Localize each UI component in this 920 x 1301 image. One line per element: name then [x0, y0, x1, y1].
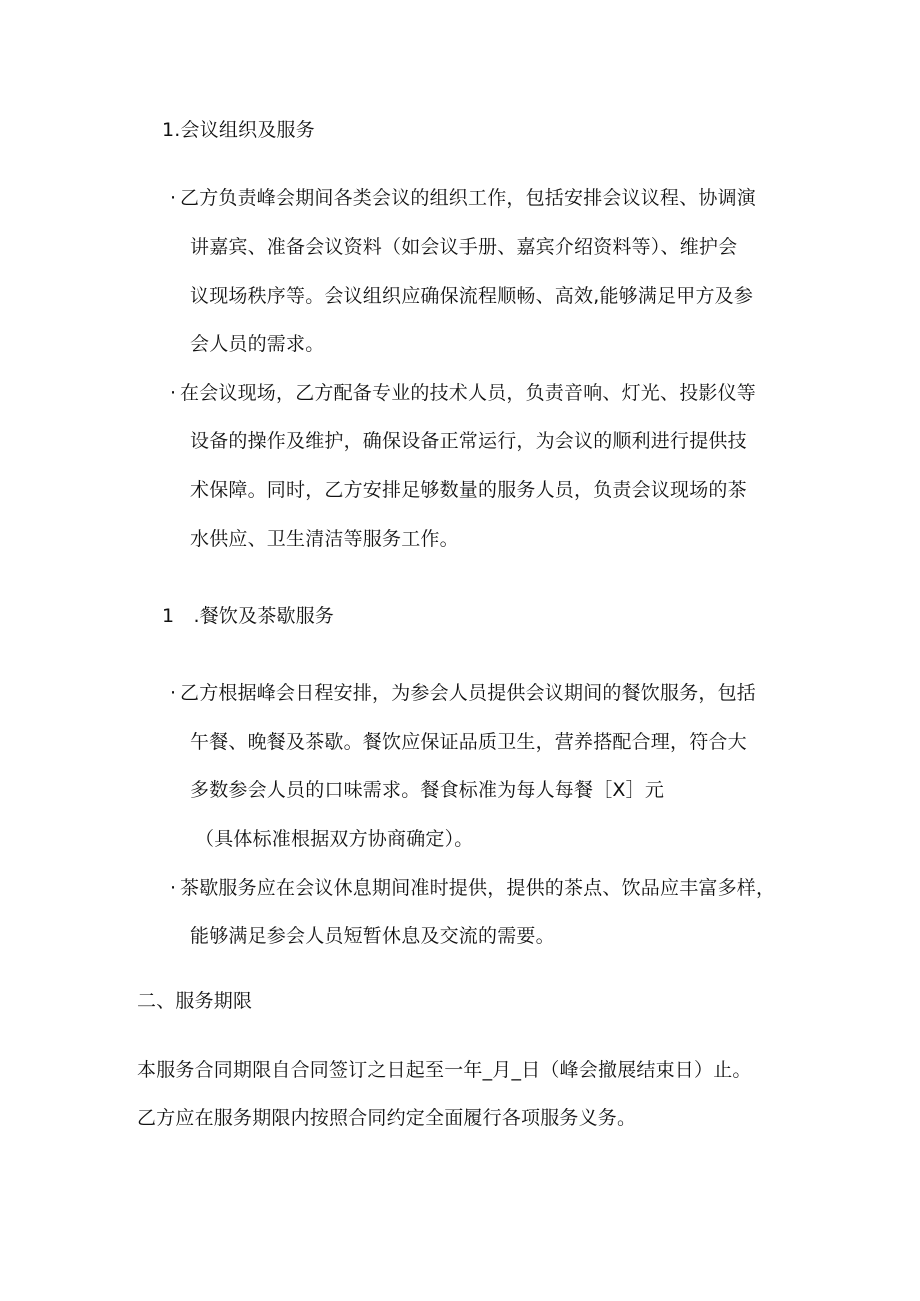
paragraph-line: 茶歇服务应在会议休息期间准时提供，提供的茶点、饮品应丰富多样， [180, 877, 776, 899]
bullet-marker: · [170, 877, 177, 899]
bullet-marker: · [170, 187, 177, 209]
paragraph-line: 议现场秩序等。会议组织应确保流程顺畅、高效,能够满足甲方及参 [190, 285, 754, 307]
paragraph-line: 在会议现场，乙方配备专业的技术人员，负责音响、灯光、投影仪等 [180, 382, 757, 404]
section-heading-meeting: 1.会议组织及服务 [162, 119, 315, 141]
bullet-marker: · [170, 682, 177, 704]
section-heading-catering: 1 .餐饮及茶歇服务 [162, 605, 335, 627]
paragraph-line: 乙方负责峰会期间各类会议的组织工作，包括安排会议议程、协调演 [180, 187, 757, 209]
section-heading-term: 二、服务期限 [137, 990, 253, 1012]
paragraph-line: 讲嘉宾、准备会议资料（如会议手册、嘉宾介绍资料等）、维护会 [190, 236, 738, 258]
paragraph-line: 会人员的需求。 [190, 333, 325, 355]
paragraph-line: 午餐、晚餐及茶歇。餐饮应保证品质卫生，营养搭配合理，符合大 [190, 731, 747, 753]
paragraph-line: 多数参会人员的口味需求。餐食标准为每人每餐［X］元 [190, 779, 665, 801]
paragraph-line: 设备的操作及维护，确保设备正常运行，为会议的顺利进行提供技 [190, 430, 747, 452]
paragraph-line: （具体标准根据双方协商确定）。 [195, 828, 474, 850]
paragraph-line: 本服务合同期限自合同签订之日起至一年_月_日（峰会撤展结束日）止。 [137, 1059, 752, 1081]
paragraph-line: 乙方应在服务期限内按照合同约定全面履行各项服务义务。 [137, 1107, 637, 1129]
paragraph-line: 水供应、卫生清洁等服务工作。 [190, 528, 459, 550]
bullet-marker: · [170, 382, 177, 404]
paragraph-line: 术保障。同时，乙方安排足够数量的服务人员，负责会议现场的茶 [190, 479, 747, 501]
paragraph-line: 乙方根据峰会日程安排，为参会人员提供会议期间的餐饮服务，包括 [180, 682, 757, 704]
paragraph-line: 能够满足参会人员短暂休息及交流的需要。 [190, 925, 555, 947]
